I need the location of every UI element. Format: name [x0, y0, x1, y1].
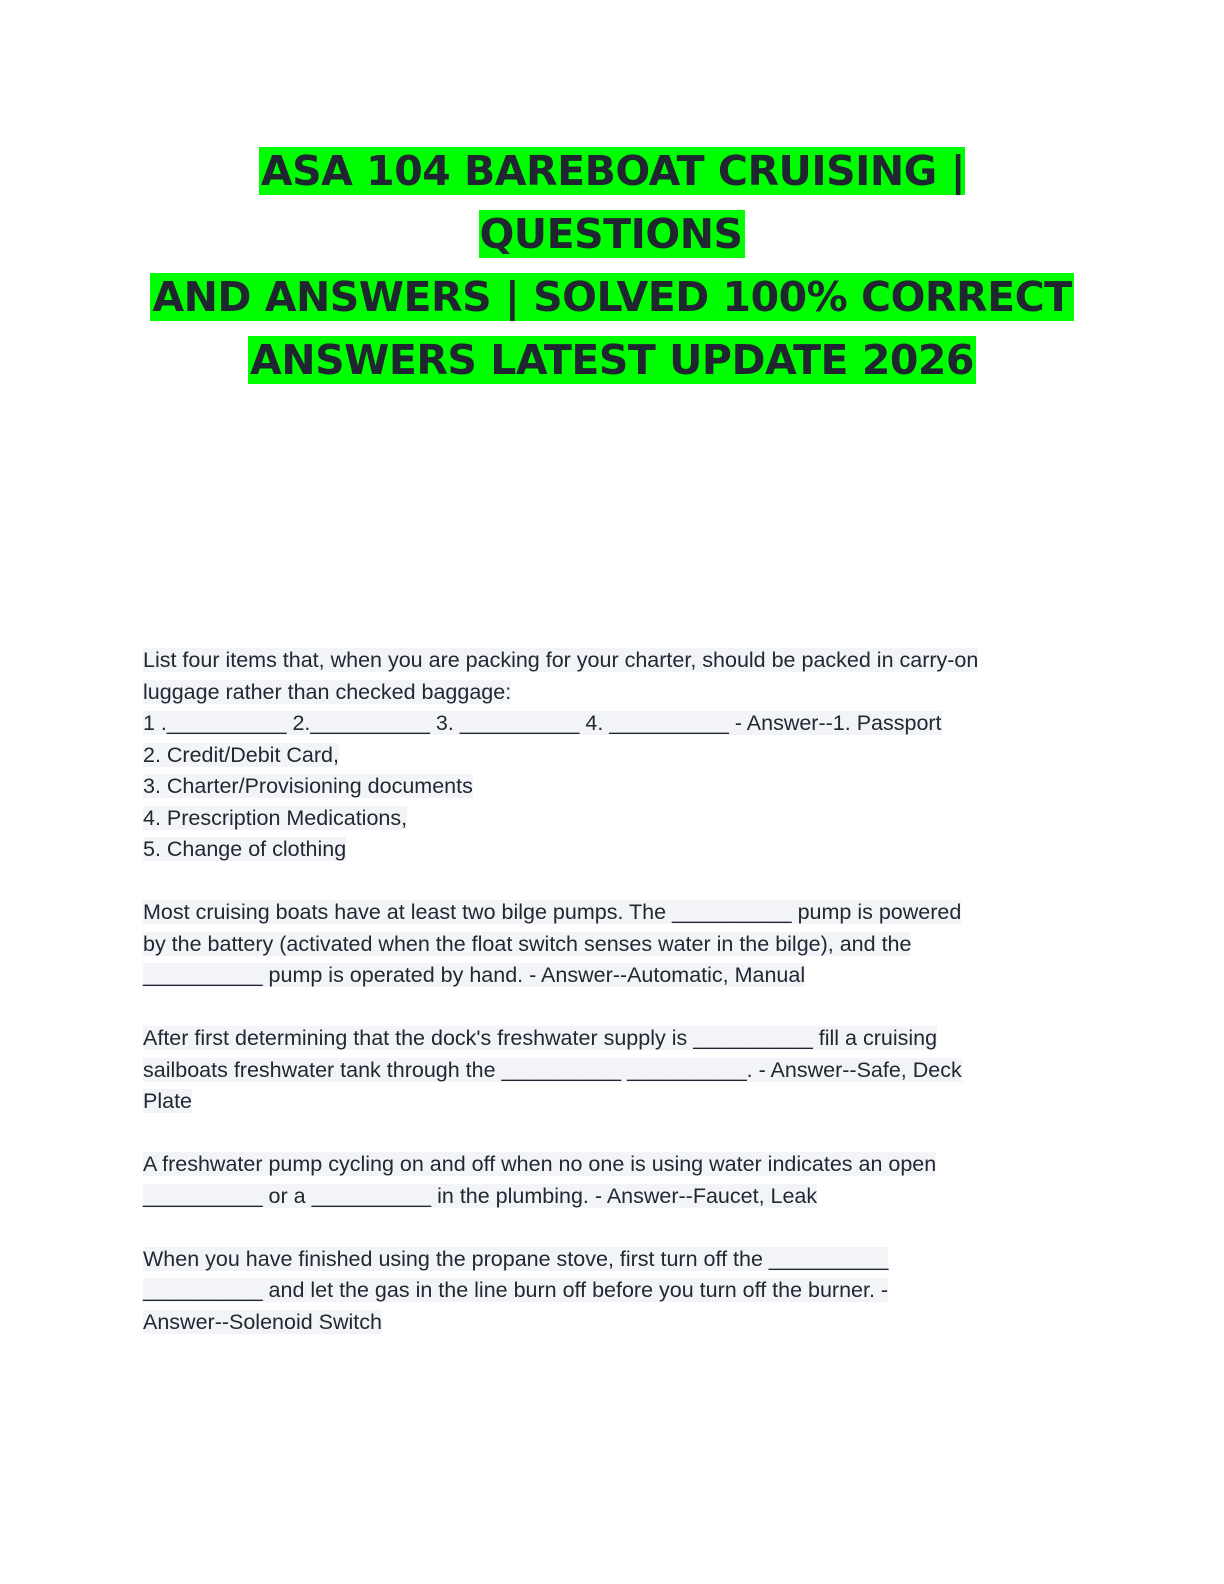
text-line: 1 .__________ 2.__________ 3. __________ 4. __________ - Answer--1. Passport — [143, 711, 942, 735]
qa-block-freshwater-supply — [143, 1023, 1083, 1118]
title-line: AND ANSWERS | SOLVED 100% CORRECT — [152, 273, 1072, 321]
text-line: Plate — [143, 1089, 193, 1113]
text-line: __________ or a __________ in the plumbing. - Answer--Faucet, Leak — [143, 1183, 818, 1208]
text-line: __________ and let the gas in the line burn off before you turn off the burner. - — [143, 1278, 889, 1302]
text-line: List four items that, when you are packing for your charter, should be packed in carry-on — [143, 648, 979, 672]
text-line: 5. Change of clothing — [143, 837, 347, 861]
text-line: sailboats freshwater tank through the __________ __________. - Answer--Safe, Deck — [143, 1057, 962, 1082]
text-line: When you have finished using the propane stove, first turn off the __________ — [143, 1246, 889, 1271]
qa-block-freshwater-pump — [143, 1149, 1083, 1212]
title-line: ANSWERS LATEST UPDATE 2026 — [250, 336, 974, 384]
text-line: __________ pump is operated by hand. - Answer--Automatic, Manual — [143, 963, 806, 987]
text-line: 2. Credit/Debit Card, — [143, 742, 339, 767]
text-line: After first determining that the dock's freshwater supply is __________ fill a cruising — [143, 1026, 938, 1050]
document-title — [120, 140, 1104, 392]
text-line: Most cruising boats have at least two bilge pumps. The __________ pump is powered — [143, 900, 962, 924]
qa-block-bilge-pumps — [143, 897, 1083, 992]
text-line: Answer--Solenoid Switch — [143, 1309, 382, 1334]
text-line: by the battery (activated when the float switch senses water in the bilge), and the — [143, 931, 912, 956]
qa-block-carry-on-items — [143, 645, 1083, 866]
qa-block-propane-stove — [143, 1244, 1083, 1339]
text-line: luggage rather than checked baggage: — [143, 679, 512, 704]
text-line: 4. Prescription Medications, — [143, 805, 408, 830]
text-line: 3. Charter/Provisioning documents — [143, 774, 473, 798]
text-line: A freshwater pump cycling on and off when no one is using water indicates an open — [143, 1152, 937, 1176]
title-line: ASA 104 BAREBOAT CRUISING | QUESTIONS — [260, 147, 966, 258]
qa-content — [143, 645, 1083, 1370]
